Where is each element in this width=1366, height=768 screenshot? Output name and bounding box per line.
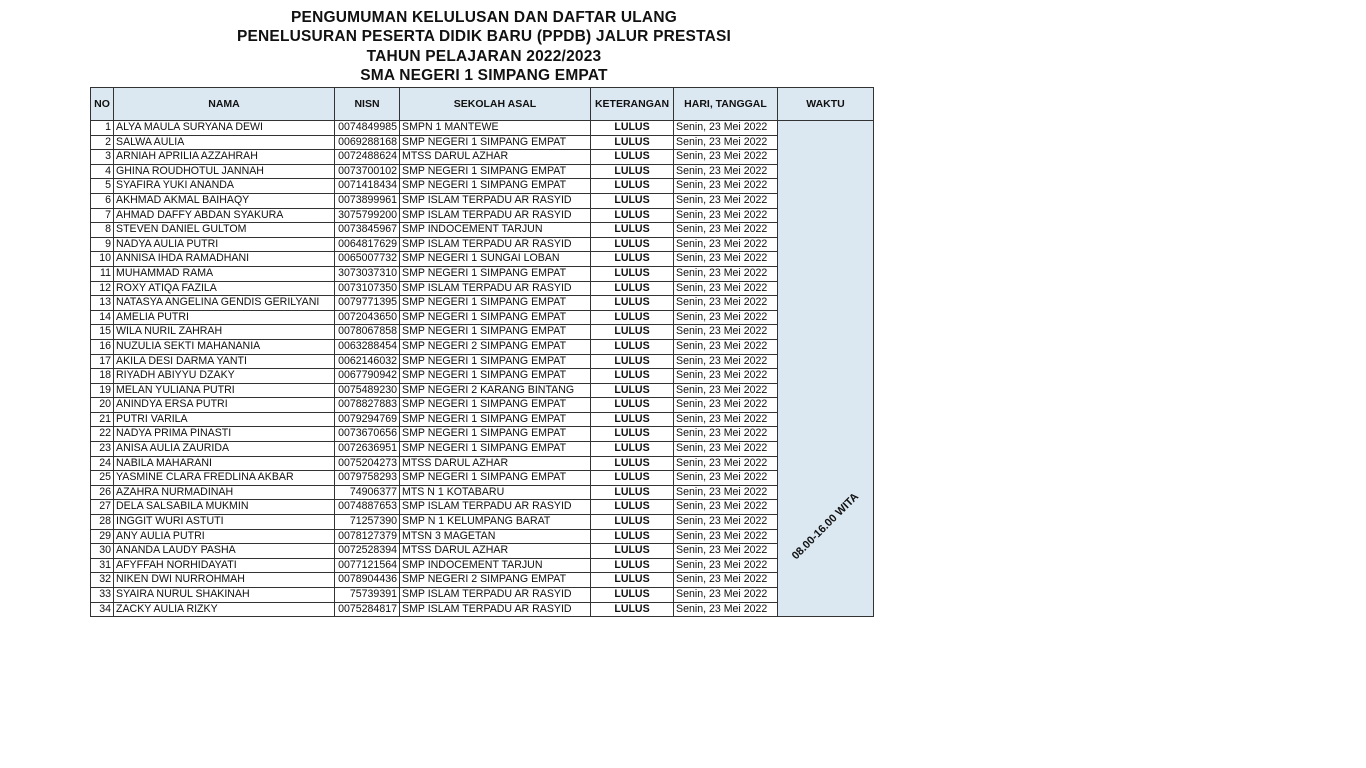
cell-hari-tanggal: Senin, 23 Mei 2022 [674, 485, 778, 500]
cell-keterangan: LULUS [591, 427, 674, 442]
cell-sekolah-asal: SMP NEGERI 1 SIMPANG EMPAT [400, 398, 591, 413]
cell-nama: SYAIRA NURUL SHAKINAH [114, 588, 335, 603]
cell-keterangan: LULUS [591, 266, 674, 281]
cell-nama: YASMINE CLARA FREDLINA AKBAR [114, 471, 335, 486]
cell-nama: NADYA PRIMA PINASTI [114, 427, 335, 442]
cell-nama: ANISA AULIA ZAURIDA [114, 442, 335, 457]
cell-nisn: 71257390 [335, 515, 400, 530]
cell-keterangan: LULUS [591, 179, 674, 194]
cell-keterangan: LULUS [591, 281, 674, 296]
cell-hari-tanggal: Senin, 23 Mei 2022 [674, 383, 778, 398]
cell-nama: NATASYA ANGELINA GENDIS GERILYANI [114, 296, 335, 311]
table-row [91, 208, 874, 223]
cell-hari-tanggal: Senin, 23 Mei 2022 [674, 427, 778, 442]
cell-sekolah-asal: SMP NEGERI 1 SIMPANG EMPAT [400, 442, 591, 457]
cell-sekolah-asal: SMP ISLAM TERPADU AR RASYID [400, 588, 591, 603]
table-row [91, 398, 874, 413]
cell-sekolah-asal: SMP NEGERI 1 SIMPANG EMPAT [400, 266, 591, 281]
cell-sekolah-asal: SMP NEGERI 2 SIMPANG EMPAT [400, 339, 591, 354]
cell-no: 13 [91, 296, 114, 311]
title-line-4: SMA NEGERI 1 SIMPANG EMPAT [360, 66, 608, 84]
cell-nisn: 0072488624 [335, 150, 400, 165]
cell-hari-tanggal: Senin, 23 Mei 2022 [674, 296, 778, 311]
cell-sekolah-asal: SMP NEGERI 1 SIMPANG EMPAT [400, 310, 591, 325]
cell-keterangan: LULUS [591, 442, 674, 457]
table-row [91, 296, 874, 311]
cell-hari-tanggal: Senin, 23 Mei 2022 [674, 529, 778, 544]
table-row [91, 427, 874, 442]
cell-no: 29 [91, 529, 114, 544]
table-row [91, 544, 874, 559]
cell-nama: NADYA AULIA PUTRI [114, 237, 335, 252]
cell-nama: AKILA DESI DARMA YANTI [114, 354, 335, 369]
cell-no: 25 [91, 471, 114, 486]
cell-nisn: 74906377 [335, 485, 400, 500]
cell-nama: ALYA MAULA SURYANA DEWI [114, 121, 335, 136]
cell-nama: AMELIA PUTRI [114, 310, 335, 325]
table-row [91, 281, 874, 296]
cell-nama: NIKEN DWI NURROHMAH [114, 573, 335, 588]
cell-hari-tanggal: Senin, 23 Mei 2022 [674, 266, 778, 281]
table-row [91, 558, 874, 573]
cell-keterangan: LULUS [591, 121, 674, 136]
cell-hari-tanggal: Senin, 23 Mei 2022 [674, 223, 778, 238]
cell-sekolah-asal: SMP NEGERI 1 SIMPANG EMPAT [400, 296, 591, 311]
table-row [91, 179, 874, 194]
table-row [91, 529, 874, 544]
cell-nama: ANY AULIA PUTRI [114, 529, 335, 544]
cell-sekolah-asal: SMP ISLAM TERPADU AR RASYID [400, 281, 591, 296]
cell-hari-tanggal: Senin, 23 Mei 2022 [674, 500, 778, 515]
header-nama: NAMA [114, 88, 335, 121]
cell-sekolah-asal: SMP NEGERI 1 SIMPANG EMPAT [400, 471, 591, 486]
cell-nama: NABILA MAHARANI [114, 456, 335, 471]
cell-nama: ANNISA IHDA RAMADHANI [114, 252, 335, 267]
cell-nisn: 75739391 [335, 588, 400, 603]
cell-no: 14 [91, 310, 114, 325]
cell-keterangan: LULUS [591, 296, 674, 311]
cell-no: 7 [91, 208, 114, 223]
table-row [91, 588, 874, 603]
cell-keterangan: LULUS [591, 398, 674, 413]
cell-nama: AHMAD DAFFY ABDAN SYAKURA [114, 208, 335, 223]
table-row [91, 383, 874, 398]
header-waktu: WAKTU [778, 88, 874, 121]
cell-nisn: 0074887653 [335, 500, 400, 515]
title-line-1: PENGUMUMAN KELULUSAN DAN DAFTAR ULANG [291, 9, 677, 26]
document-title [90, 8, 878, 85]
cell-nama: INGGIT WURI ASTUTI [114, 515, 335, 530]
cell-keterangan: LULUS [591, 412, 674, 427]
cell-hari-tanggal: Senin, 23 Mei 2022 [674, 398, 778, 413]
cell-sekolah-asal: SMP NEGERI 1 SIMPANG EMPAT [400, 412, 591, 427]
cell-no: 33 [91, 588, 114, 603]
cell-nisn: 0079294769 [335, 412, 400, 427]
cell-no: 30 [91, 544, 114, 559]
table-row [91, 310, 874, 325]
cell-sekolah-asal: SMP NEGERI 1 SUNGAI LOBAN [400, 252, 591, 267]
cell-sekolah-asal: SMP ISLAM TERPADU AR RASYID [400, 237, 591, 252]
cell-keterangan: LULUS [591, 164, 674, 179]
cell-sekolah-asal: SMP NEGERI 1 SIMPANG EMPAT [400, 427, 591, 442]
cell-nama: GHINA ROUDHOTUL JANNAH [114, 164, 335, 179]
cell-nama: ZACKY AULIA RIZKY [114, 602, 335, 617]
cell-hari-tanggal: Senin, 23 Mei 2022 [674, 325, 778, 340]
cell-nisn: 0069288168 [335, 135, 400, 150]
cell-hari-tanggal: Senin, 23 Mei 2022 [674, 208, 778, 223]
cell-hari-tanggal: Senin, 23 Mei 2022 [674, 252, 778, 267]
cell-keterangan: LULUS [591, 573, 674, 588]
cell-no: 12 [91, 281, 114, 296]
cell-keterangan: LULUS [591, 558, 674, 573]
table-row [91, 412, 874, 427]
cell-nama: MUHAMMAD RAMA [114, 266, 335, 281]
table-row [91, 573, 874, 588]
cell-hari-tanggal: Senin, 23 Mei 2022 [674, 442, 778, 457]
cell-sekolah-asal: SMP NEGERI 1 SIMPANG EMPAT [400, 325, 591, 340]
cell-no: 5 [91, 179, 114, 194]
cell-nisn: 0079758293 [335, 471, 400, 486]
cell-nama: NUZULIA SEKTI MAHANANIA [114, 339, 335, 354]
cell-hari-tanggal: Senin, 23 Mei 2022 [674, 121, 778, 136]
cell-nama: WILA NURIL ZAHRAH [114, 325, 335, 340]
cell-nisn: 0078127379 [335, 529, 400, 544]
table-row [91, 150, 874, 165]
cell-keterangan: LULUS [591, 252, 674, 267]
cell-nisn: 0062146032 [335, 354, 400, 369]
cell-hari-tanggal: Senin, 23 Mei 2022 [674, 237, 778, 252]
cell-nama: SALWA AULIA [114, 135, 335, 150]
cell-hari-tanggal: Senin, 23 Mei 2022 [674, 135, 778, 150]
cell-nama: ARNIAH APRILIA AZZAHRAH [114, 150, 335, 165]
cell-sekolah-asal: SMP N 1 KELUMPANG BARAT [400, 515, 591, 530]
cell-nama: AKHMAD AKMAL BAIHAQY [114, 193, 335, 208]
results-table [90, 87, 874, 617]
cell-keterangan: LULUS [591, 310, 674, 325]
cell-sekolah-asal: SMP INDOCEMENT TARJUN [400, 558, 591, 573]
cell-nisn: 0078827883 [335, 398, 400, 413]
cell-no: 20 [91, 398, 114, 413]
cell-hari-tanggal: Senin, 23 Mei 2022 [674, 588, 778, 603]
cell-hari-tanggal: Senin, 23 Mei 2022 [674, 369, 778, 384]
cell-sekolah-asal: SMPN 1 MANTEWE [400, 121, 591, 136]
cell-keterangan: LULUS [591, 193, 674, 208]
cell-keterangan: LULUS [591, 208, 674, 223]
cell-sekolah-asal: SMP ISLAM TERPADU AR RASYID [400, 602, 591, 617]
cell-nisn: 0073107350 [335, 281, 400, 296]
cell-nisn: 0072636951 [335, 442, 400, 457]
table-row [91, 456, 874, 471]
cell-no: 2 [91, 135, 114, 150]
cell-keterangan: LULUS [591, 237, 674, 252]
cell-nisn: 0072528394 [335, 544, 400, 559]
cell-sekolah-asal: MTSS DARUL AZHAR [400, 544, 591, 559]
cell-nisn: 0072043650 [335, 310, 400, 325]
cell-nama: ANANDA LAUDY PASHA [114, 544, 335, 559]
cell-keterangan: LULUS [591, 369, 674, 384]
cell-nisn: 0073700102 [335, 164, 400, 179]
cell-hari-tanggal: Senin, 23 Mei 2022 [674, 558, 778, 573]
cell-nisn: 0073670656 [335, 427, 400, 442]
cell-no: 11 [91, 266, 114, 281]
cell-nama: ROXY ATIQA FAZILA [114, 281, 335, 296]
cell-nisn: 0064817629 [335, 237, 400, 252]
cell-keterangan: LULUS [591, 485, 674, 500]
cell-sekolah-asal: SMP NEGERI 2 KARANG BINTANG [400, 383, 591, 398]
cell-sekolah-asal: SMP ISLAM TERPADU AR RASYID [400, 193, 591, 208]
cell-hari-tanggal: Senin, 23 Mei 2022 [674, 456, 778, 471]
header-keterangan: KETERANGAN [591, 88, 674, 121]
cell-no: 6 [91, 193, 114, 208]
cell-no: 27 [91, 500, 114, 515]
cell-no: 22 [91, 427, 114, 442]
cell-sekolah-asal: SMP ISLAM TERPADU AR RASYID [400, 208, 591, 223]
cell-no: 34 [91, 602, 114, 617]
cell-nama: RIYADH ABIYYU DZAKY [114, 369, 335, 384]
table-row [91, 500, 874, 515]
cell-keterangan: LULUS [591, 602, 674, 617]
table-row [91, 471, 874, 486]
table-row [91, 369, 874, 384]
cell-nisn: 0078904436 [335, 573, 400, 588]
cell-nama: SYAFIRA YUKI ANANDA [114, 179, 335, 194]
cell-no: 8 [91, 223, 114, 238]
table-row [91, 325, 874, 340]
table-row [91, 266, 874, 281]
cell-no: 10 [91, 252, 114, 267]
table-row [91, 339, 874, 354]
cell-no: 15 [91, 325, 114, 340]
cell-nama: STEVEN DANIEL GULTOM [114, 223, 335, 238]
cell-no: 17 [91, 354, 114, 369]
cell-no: 16 [91, 339, 114, 354]
cell-hari-tanggal: Senin, 23 Mei 2022 [674, 471, 778, 486]
cell-keterangan: LULUS [591, 515, 674, 530]
title-line-3: TAHUN PELAJARAN 2022/2023 [366, 47, 602, 65]
cell-no: 23 [91, 442, 114, 457]
cell-hari-tanggal: Senin, 23 Mei 2022 [674, 164, 778, 179]
cell-nisn: 0074849985 [335, 121, 400, 136]
cell-no: 9 [91, 237, 114, 252]
cell-sekolah-asal: MTSS DARUL AZHAR [400, 456, 591, 471]
cell-nama: AFYFFAH NORHIDAYATI [114, 558, 335, 573]
table-header-row [91, 88, 874, 121]
cell-sekolah-asal: SMP NEGERI 1 SIMPANG EMPAT [400, 354, 591, 369]
cell-no: 31 [91, 558, 114, 573]
cell-keterangan: LULUS [591, 223, 674, 238]
cell-hari-tanggal: Senin, 23 Mei 2022 [674, 354, 778, 369]
cell-sekolah-asal: MTS N 1 KOTABARU [400, 485, 591, 500]
cell-nisn: 0073899961 [335, 193, 400, 208]
cell-no: 32 [91, 573, 114, 588]
table-row [91, 135, 874, 150]
cell-keterangan: LULUS [591, 135, 674, 150]
cell-keterangan: LULUS [591, 588, 674, 603]
cell-sekolah-asal: SMP NEGERI 1 SIMPANG EMPAT [400, 164, 591, 179]
cell-no: 1 [91, 121, 114, 136]
cell-no: 28 [91, 515, 114, 530]
cell-no: 24 [91, 456, 114, 471]
cell-nisn: 0078067858 [335, 325, 400, 340]
cell-hari-tanggal: Senin, 23 Mei 2022 [674, 602, 778, 617]
table-row [91, 485, 874, 500]
cell-keterangan: LULUS [591, 325, 674, 340]
cell-keterangan: LULUS [591, 529, 674, 544]
cell-nisn: 0075489230 [335, 383, 400, 398]
cell-keterangan: LULUS [591, 456, 674, 471]
table-row [91, 164, 874, 179]
cell-no: 19 [91, 383, 114, 398]
cell-sekolah-asal: MTSN 3 MAGETAN [400, 529, 591, 544]
cell-nama: MELAN YULIANA PUTRI [114, 383, 335, 398]
cell-nisn: 0079771395 [335, 296, 400, 311]
table-row [91, 252, 874, 267]
table-row [91, 354, 874, 369]
table-row [91, 602, 874, 617]
table-row [91, 237, 874, 252]
waktu-value: 08.00-16.00 WITA [789, 490, 861, 563]
cell-nisn: 0067790942 [335, 369, 400, 384]
cell-no: 26 [91, 485, 114, 500]
cell-hari-tanggal: Senin, 23 Mei 2022 [674, 150, 778, 165]
cell-keterangan: LULUS [591, 500, 674, 515]
cell-keterangan: LULUS [591, 339, 674, 354]
cell-nama: ANINDYA ERSA PUTRI [114, 398, 335, 413]
cell-no: 3 [91, 150, 114, 165]
cell-hari-tanggal: Senin, 23 Mei 2022 [674, 179, 778, 194]
cell-nisn: 3075799200 [335, 208, 400, 223]
cell-nisn: 0065007732 [335, 252, 400, 267]
cell-sekolah-asal: SMP NEGERI 1 SIMPANG EMPAT [400, 179, 591, 194]
cell-hari-tanggal: Senin, 23 Mei 2022 [674, 310, 778, 325]
header-no: NO [91, 88, 114, 121]
title-line-2: PENELUSURAN PESERTA DIDIK BARU (PPDB) JALUR PRESTASI [236, 28, 732, 46]
cell-sekolah-asal: SMP NEGERI 1 SIMPANG EMPAT [400, 135, 591, 150]
cell-keterangan: LULUS [591, 354, 674, 369]
cell-hari-tanggal: Senin, 23 Mei 2022 [674, 544, 778, 559]
header-hari-tanggal: HARI, TANGGAL [674, 88, 778, 121]
cell-sekolah-asal: SMP INDOCEMENT TARJUN [400, 223, 591, 238]
cell-hari-tanggal: Senin, 23 Mei 2022 [674, 515, 778, 530]
cell-nisn: 0063288454 [335, 339, 400, 354]
cell-hari-tanggal: Senin, 23 Mei 2022 [674, 339, 778, 354]
cell-hari-tanggal: Senin, 23 Mei 2022 [674, 412, 778, 427]
cell-hari-tanggal: Senin, 23 Mei 2022 [674, 193, 778, 208]
cell-sekolah-asal: MTSS DARUL AZHAR [400, 150, 591, 165]
header-nisn: NISN [335, 88, 400, 121]
table-row [91, 442, 874, 457]
table-row [91, 193, 874, 208]
cell-keterangan: LULUS [591, 544, 674, 559]
cell-nisn: 0075204273 [335, 456, 400, 471]
cell-sekolah-asal: SMP ISLAM TERPADU AR RASYID [400, 500, 591, 515]
cell-nama: PUTRI VARILA [114, 412, 335, 427]
cell-nama: DELA SALSABILA MUKMIN [114, 500, 335, 515]
cell-waktu [778, 121, 874, 617]
cell-keterangan: LULUS [591, 383, 674, 398]
table-row [91, 223, 874, 238]
cell-keterangan: LULUS [591, 471, 674, 486]
cell-hari-tanggal: Senin, 23 Mei 2022 [674, 281, 778, 296]
cell-keterangan: LULUS [591, 150, 674, 165]
header-sekolah-asal: SEKOLAH ASAL [400, 88, 591, 121]
cell-nama: AZAHRA NURMADINAH [114, 485, 335, 500]
cell-nisn: 0073845967 [335, 223, 400, 238]
cell-no: 18 [91, 369, 114, 384]
cell-nisn: 3073037310 [335, 266, 400, 281]
cell-nisn: 0075284817 [335, 602, 400, 617]
cell-sekolah-asal: SMP NEGERI 2 SIMPANG EMPAT [400, 573, 591, 588]
cell-no: 21 [91, 412, 114, 427]
table-row [91, 515, 874, 530]
cell-no: 4 [91, 164, 114, 179]
cell-nisn: 0077121564 [335, 558, 400, 573]
cell-hari-tanggal: Senin, 23 Mei 2022 [674, 573, 778, 588]
cell-sekolah-asal: SMP NEGERI 1 SIMPANG EMPAT [400, 369, 591, 384]
cell-nisn: 0071418434 [335, 179, 400, 194]
table-row [91, 121, 874, 136]
